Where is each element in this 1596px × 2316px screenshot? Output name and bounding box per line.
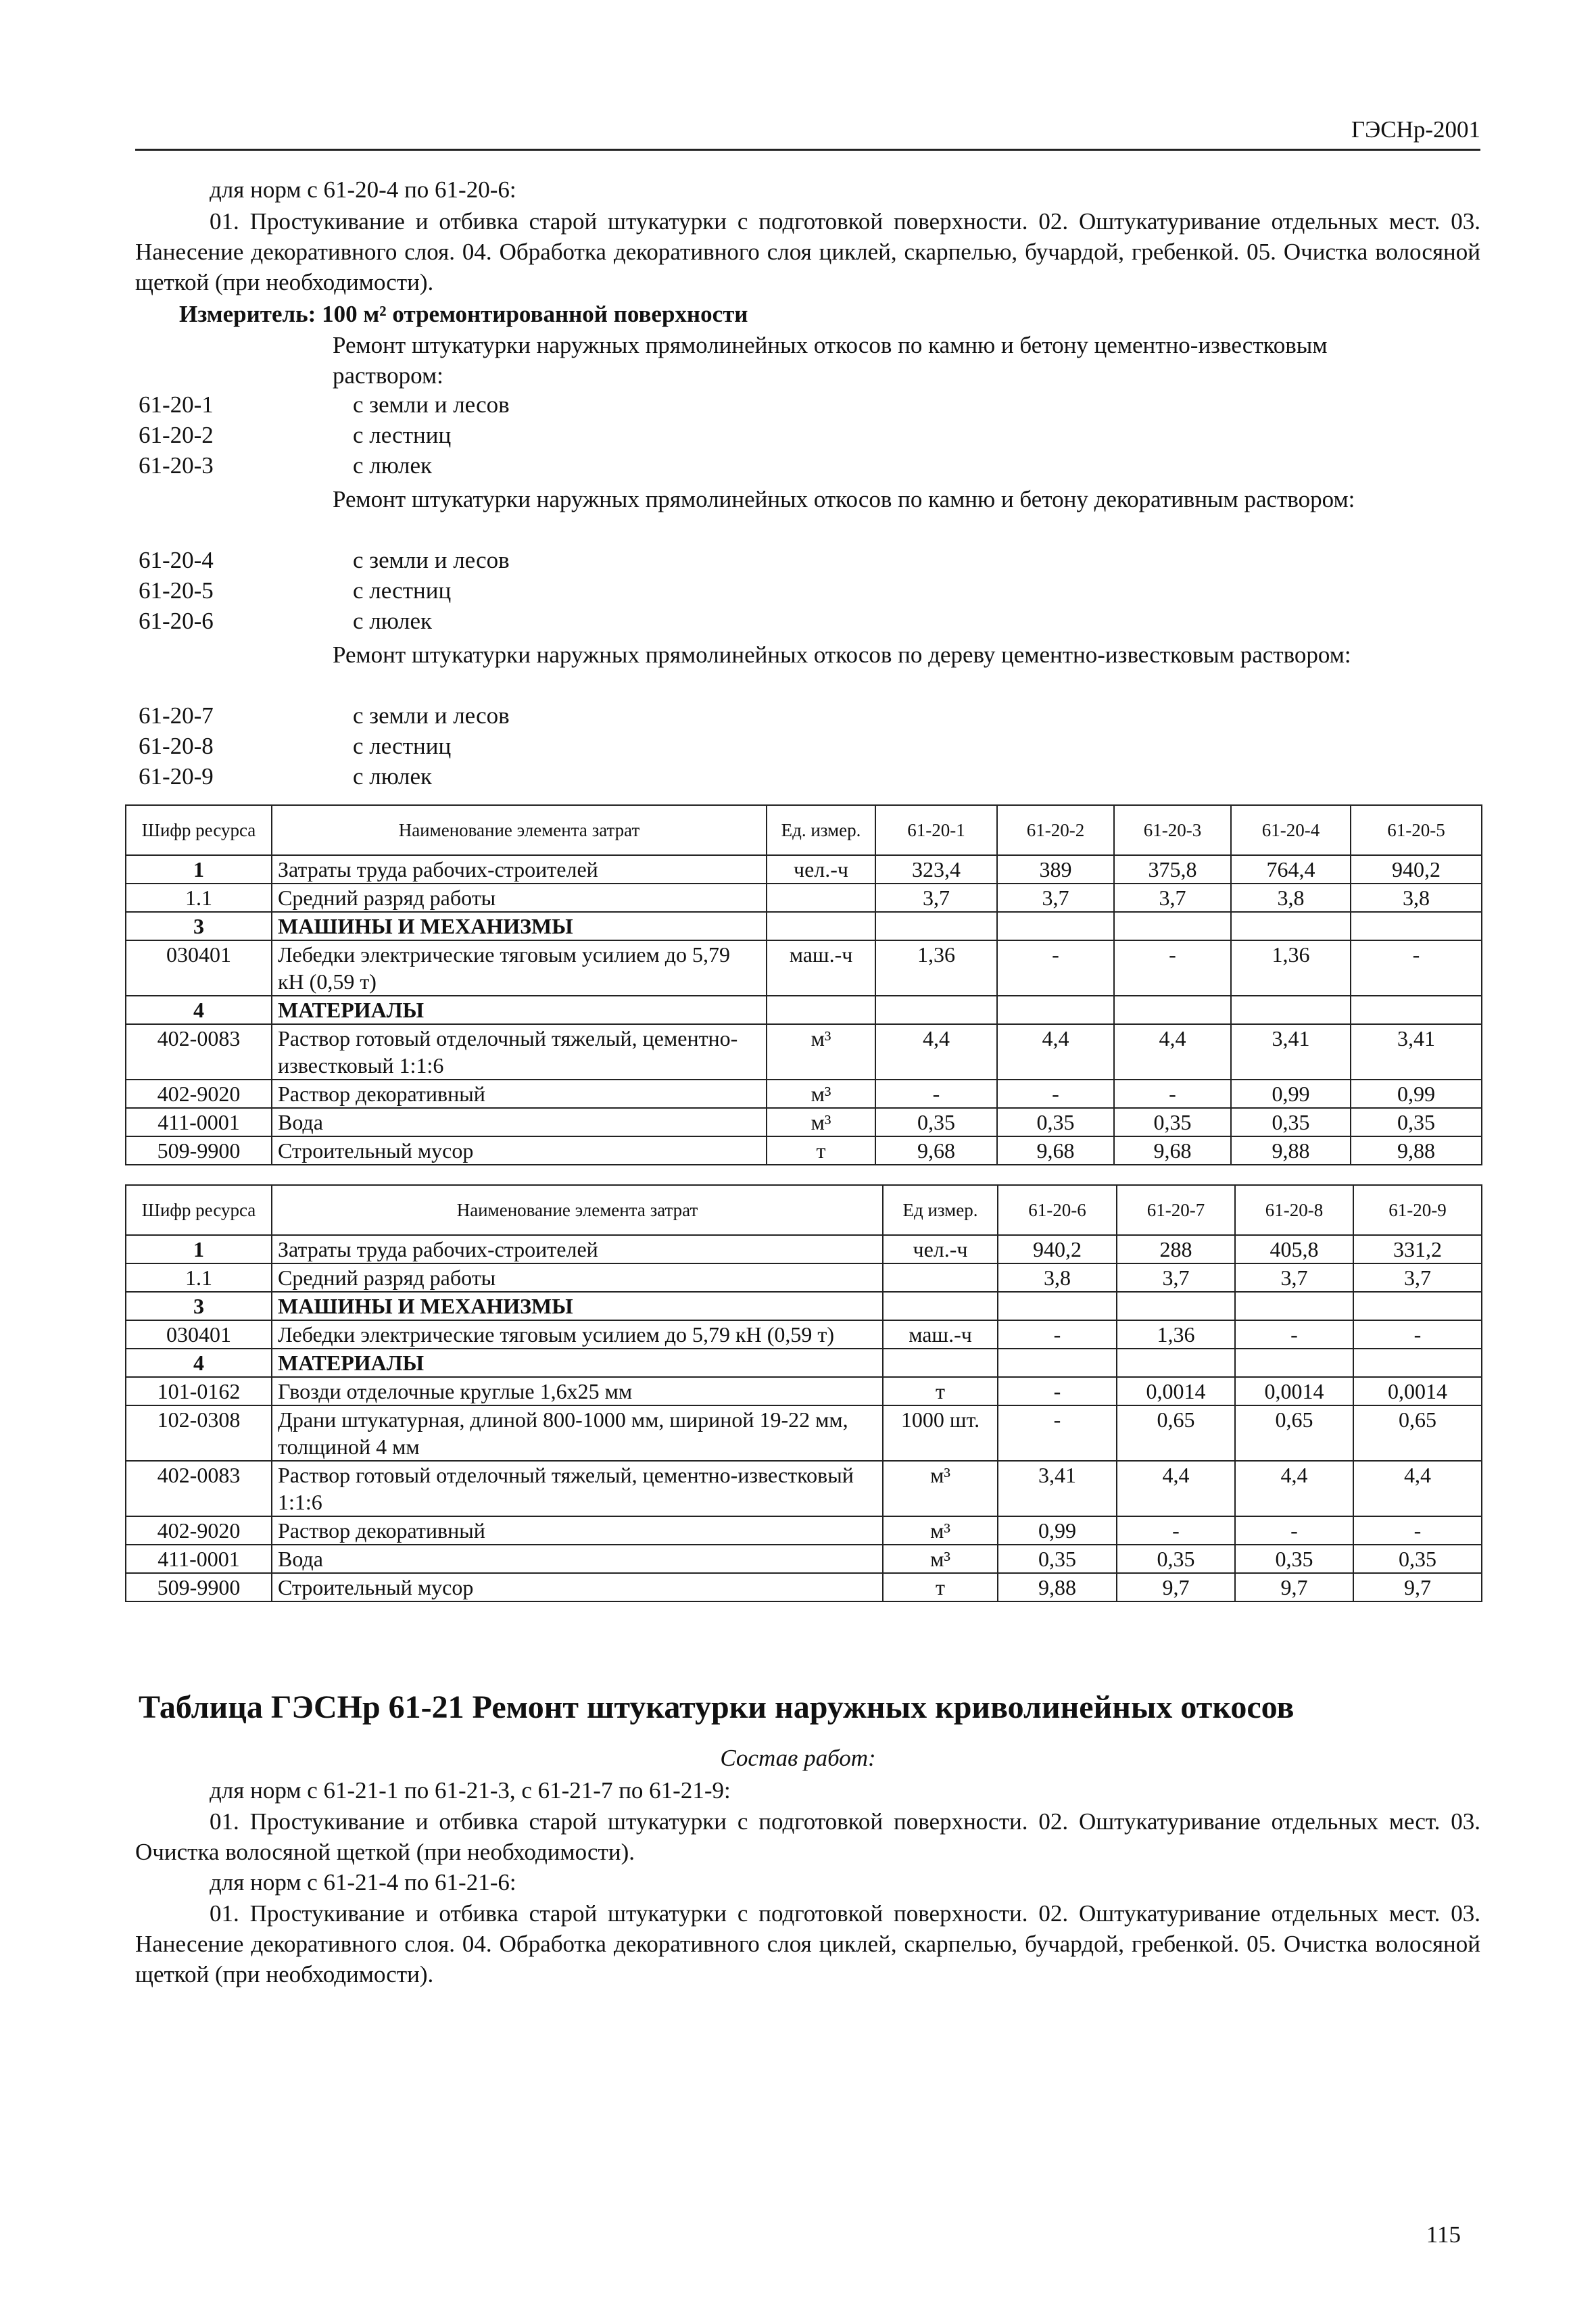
- cell: 3,41: [1231, 1024, 1351, 1080]
- table-row: [126, 996, 1482, 1024]
- column-header: Ед измер.: [883, 1185, 998, 1235]
- norms-range-text: для норм с 61-21-4 по 61-21-6:: [210, 1869, 516, 1896]
- norm-code: 61-20-4: [139, 547, 214, 573]
- cell: [883, 1292, 998, 1320]
- cell: [767, 884, 875, 912]
- cell: 102-0308: [126, 1405, 272, 1461]
- table-row: [126, 1024, 1482, 1080]
- cell: МАШИНЫ И МЕХАНИЗМЫ: [272, 912, 767, 940]
- cell: -: [1114, 940, 1231, 996]
- cell: 509-9900: [126, 1136, 272, 1165]
- cell: Раствор готовый отделочный тяжелый, цементно-известковый 1:1:6: [272, 1024, 767, 1080]
- cell: 0,99: [1231, 1080, 1351, 1108]
- column-header: 61-20-1: [875, 805, 997, 855]
- cell: Средний разряд работы: [272, 884, 767, 912]
- cell: [883, 1349, 998, 1377]
- table-header-row: [126, 1185, 1482, 1235]
- cell: 9,7: [1235, 1573, 1353, 1601]
- cell: [998, 1349, 1117, 1377]
- cell: 0,35: [1231, 1108, 1351, 1136]
- cell: [1117, 1292, 1235, 1320]
- column-header: Шифр ресурса: [126, 805, 272, 855]
- table-row: [126, 912, 1482, 940]
- norm-item: с земли и лесов: [353, 391, 510, 418]
- cell: 4,4: [997, 1024, 1114, 1080]
- table-row: [126, 884, 1482, 912]
- cell: Строительный мусор: [272, 1136, 767, 1165]
- cell: 3: [126, 1292, 272, 1320]
- cell: 0,0014: [1235, 1377, 1353, 1405]
- table-row: [126, 1545, 1482, 1573]
- cell: 0,99: [998, 1516, 1117, 1545]
- column-header: Наименование элемента затрат: [272, 1185, 883, 1235]
- cell: маш.-ч: [767, 940, 875, 996]
- cell: [883, 1263, 998, 1292]
- column-header: Шифр ресурса: [126, 1185, 272, 1235]
- table-row: [126, 1136, 1482, 1165]
- cell: Раствор декоративный: [272, 1080, 767, 1108]
- norm-code: 61-20-3: [139, 452, 214, 479]
- cell: 0,35: [1353, 1545, 1482, 1573]
- cell: 3,8: [1231, 884, 1351, 912]
- cell: 940,2: [1351, 855, 1482, 884]
- cell: т: [767, 1136, 875, 1165]
- cell: Гвозди отделочные круглые 1,6х25 мм: [272, 1377, 883, 1405]
- table-row: [126, 1080, 1482, 1108]
- cell: 0,35: [875, 1108, 997, 1136]
- cell: 323,4: [875, 855, 997, 884]
- cell: 3,8: [998, 1263, 1117, 1292]
- table-row: [126, 1320, 1482, 1349]
- cell: 0,65: [1235, 1405, 1353, 1461]
- cell: 0,65: [1353, 1405, 1482, 1461]
- column-header: 61-20-8: [1235, 1185, 1353, 1235]
- cell: -: [1235, 1516, 1353, 1545]
- cell: [1353, 1349, 1482, 1377]
- column-header: 61-20-9: [1353, 1185, 1482, 1235]
- column-header: 61-20-3: [1114, 805, 1231, 855]
- table-row: [126, 1292, 1482, 1320]
- running-header: [135, 115, 1480, 151]
- cell: м³: [767, 1108, 875, 1136]
- cell: м³: [883, 1516, 998, 1545]
- cell: 9,68: [875, 1136, 997, 1165]
- column-header: 61-20-4: [1231, 805, 1351, 855]
- norm-item: с люлек: [353, 452, 433, 479]
- cell: маш.-ч: [883, 1320, 998, 1349]
- page-number: 115: [1426, 2221, 1461, 2248]
- cell: Раствор готовый отделочный тяжелый, цементно-известковый 1:1:6: [272, 1461, 883, 1516]
- cell: 4: [126, 1349, 272, 1377]
- cell: [767, 996, 875, 1024]
- operations-paragraph: 01. Простукивание и отбивка старой штукатурки с подготовкой поверхности. 02. Оштукатуривание отдельных мест. 03. Нанесение декоративного слоя. 04. Обработка декоративного слоя циклей, скарпелью, бучардой, гребенкой. 05. Очистка волосяной щеткой (при необходимости).: [135, 208, 1480, 295]
- table-row: [126, 940, 1482, 996]
- cell: 288: [1117, 1235, 1235, 1263]
- cell: 030401: [126, 940, 272, 996]
- cell: 411-0001: [126, 1545, 272, 1573]
- cell: МАШИНЫ И МЕХАНИЗМЫ: [272, 1292, 883, 1320]
- cell: Лебедки электрические тяговым усилием до 5,79 кН (0,59 т): [272, 1320, 883, 1349]
- cell: -: [1353, 1320, 1482, 1349]
- cell: Затраты труда рабочих-строителей: [272, 1235, 883, 1263]
- cell: -: [1117, 1516, 1235, 1545]
- cell: [767, 912, 875, 940]
- norm-item: с земли и лесов: [353, 547, 510, 573]
- cell: МАТЕРИАЛЫ: [272, 996, 767, 1024]
- cell: 389: [997, 855, 1114, 884]
- cell: т: [883, 1573, 998, 1601]
- cell: чел.-ч: [883, 1235, 998, 1263]
- table-row: [126, 1377, 1482, 1405]
- table-row: [126, 1461, 1482, 1516]
- cell: 3,7: [997, 884, 1114, 912]
- cell: Затраты труда рабочих-строителей: [272, 855, 767, 884]
- cell: 0,35: [998, 1545, 1117, 1573]
- norm-code: 61-20-6: [139, 608, 214, 634]
- cell: 4,4: [1117, 1461, 1235, 1516]
- norm-item: с лестниц: [353, 733, 452, 759]
- operations-paragraph: 01. Простукивание и отбивка старой штукатурки с подготовкой поверхности. 02. Оштукатуривание отдельных мест. 03. Нанесение декоративного слоя. 04. Обработка декоративного слоя циклей, скарпелью, бучардой, гребенкой. 05. Очистка волосяной щеткой (при необходимости).: [135, 1900, 1480, 1987]
- cell: 402-0083: [126, 1461, 272, 1516]
- cell: 3,8: [1351, 884, 1482, 912]
- cell: 4,4: [1235, 1461, 1353, 1516]
- cell: 0,35: [1351, 1108, 1482, 1136]
- measure-line: Измеритель: 100 м² отремонтированной поверхности: [179, 301, 748, 327]
- table-row: [126, 1573, 1482, 1601]
- cell: 1: [126, 1235, 272, 1263]
- cell: [875, 996, 997, 1024]
- column-header: Наименование элемента затрат: [272, 805, 767, 855]
- cell: [1117, 1349, 1235, 1377]
- column-header: Ед. измер.: [767, 805, 875, 855]
- cell: 375,8: [1114, 855, 1231, 884]
- cell: 1: [126, 855, 272, 884]
- cell: -: [1235, 1320, 1353, 1349]
- cell: [998, 1292, 1117, 1320]
- cell: 101-0162: [126, 1377, 272, 1405]
- cell: 1,36: [1231, 940, 1351, 996]
- cell: 030401: [126, 1320, 272, 1349]
- resource-table-2: [125, 1184, 1482, 1602]
- cell: 764,4: [1231, 855, 1351, 884]
- cell: м³: [883, 1545, 998, 1573]
- cell: -: [1351, 940, 1482, 996]
- cell: 0,35: [1235, 1545, 1353, 1573]
- cell: 4,4: [1114, 1024, 1231, 1080]
- norm-code: 61-20-5: [139, 577, 214, 604]
- cell: Средний разряд работы: [272, 1263, 883, 1292]
- table-row: [126, 1405, 1482, 1461]
- norm-item: с лестниц: [353, 577, 452, 604]
- cell: 0,65: [1117, 1405, 1235, 1461]
- cell: [1114, 912, 1231, 940]
- cell: 1,36: [1117, 1320, 1235, 1349]
- cell: 3,41: [1351, 1024, 1482, 1080]
- cell: 9,88: [1231, 1136, 1351, 1165]
- cell: 1,36: [875, 940, 997, 996]
- cell: -: [998, 1377, 1117, 1405]
- cell: 4: [126, 996, 272, 1024]
- norm-code: 61-20-8: [139, 733, 214, 759]
- cell: 3,7: [1114, 884, 1231, 912]
- cell: [1351, 996, 1482, 1024]
- cell: 1.1: [126, 884, 272, 912]
- table-row: [126, 1516, 1482, 1545]
- cell: 1000 шт.: [883, 1405, 998, 1461]
- cell: 411-0001: [126, 1108, 272, 1136]
- norm-item: с лестниц: [353, 422, 452, 448]
- resource-table-1: [125, 804, 1482, 1165]
- cell: [1235, 1349, 1353, 1377]
- cell: 3,7: [1353, 1263, 1482, 1292]
- cell: 331,2: [1353, 1235, 1482, 1263]
- cell: 4,4: [1353, 1461, 1482, 1516]
- table-row: [126, 1108, 1482, 1136]
- cell: чел.-ч: [767, 855, 875, 884]
- cell: -: [997, 1080, 1114, 1108]
- composition-heading: Состав работ:: [720, 1745, 876, 1771]
- cell: Вода: [272, 1545, 883, 1573]
- table-row: [126, 1263, 1482, 1292]
- cell: 0,35: [1117, 1545, 1235, 1573]
- group-2-description: Ремонт штукатурки наружных прямолинейных откосов по камню и бетону декоративным раствором:: [333, 486, 1355, 512]
- cell: 509-9900: [126, 1573, 272, 1601]
- cell: Лебедки электрические тяговым усилием до 5,79 кН (0,59 т): [272, 940, 767, 996]
- group-1-description: Ремонт штукатурки наружных прямолинейных откосов по камню и бетону цементно-известковым раствором:: [333, 332, 1328, 389]
- cell: 0,35: [997, 1108, 1114, 1136]
- cell: [1351, 912, 1482, 940]
- column-header: 61-20-6: [998, 1185, 1117, 1235]
- cell: -: [997, 940, 1114, 996]
- cell: Раствор декоративный: [272, 1516, 883, 1545]
- cell: МАТЕРИАЛЫ: [272, 1349, 883, 1377]
- cell: [997, 996, 1114, 1024]
- norms-range-text: для норм с 61-21-1 по 61-21-3, с 61-21-7 по 61-21-9:: [210, 1777, 731, 1804]
- cell: 9,7: [1117, 1573, 1235, 1601]
- cell: м³: [767, 1024, 875, 1080]
- cell: 4,4: [875, 1024, 997, 1080]
- cell: 3: [126, 912, 272, 940]
- cell: 9,88: [1351, 1136, 1482, 1165]
- norms-range-text: для норм с 61-20-4 по 61-20-6:: [210, 176, 516, 203]
- cell: -: [998, 1405, 1117, 1461]
- cell: Драни штукатурная, длиной 800-1000 мм, шириной 19-22 мм, толщиной 4 мм: [272, 1405, 883, 1461]
- cell: [997, 912, 1114, 940]
- cell: 9,7: [1353, 1573, 1482, 1601]
- cell: [1353, 1292, 1482, 1320]
- cell: -: [998, 1320, 1117, 1349]
- cell: 9,68: [1114, 1136, 1231, 1165]
- norm-code: 61-20-1: [139, 391, 214, 418]
- table-row: [126, 1235, 1482, 1263]
- table-row: [126, 855, 1482, 884]
- cell: м³: [883, 1461, 998, 1516]
- cell: т: [883, 1377, 998, 1405]
- norm-code: 61-20-2: [139, 422, 214, 448]
- cell: Вода: [272, 1108, 767, 1136]
- cell: 0,35: [1114, 1108, 1231, 1136]
- cell: 402-9020: [126, 1516, 272, 1545]
- cell: [1114, 996, 1231, 1024]
- cell: -: [875, 1080, 997, 1108]
- cell: 0,99: [1351, 1080, 1482, 1108]
- cell: м³: [767, 1080, 875, 1108]
- cell: [1231, 912, 1351, 940]
- column-header: 61-20-2: [997, 805, 1114, 855]
- cell: 9,88: [998, 1573, 1117, 1601]
- column-header: 61-20-7: [1117, 1185, 1235, 1235]
- group-3-description: Ремонт штукатурки наружных прямолинейных откосов по дереву цементно-известковым раствором:: [333, 642, 1351, 668]
- cell: 3,7: [875, 884, 997, 912]
- column-header: 61-20-5: [1351, 805, 1482, 855]
- cell: Строительный мусор: [272, 1573, 883, 1601]
- cell: 3,41: [998, 1461, 1117, 1516]
- cell: 3,7: [1235, 1263, 1353, 1292]
- norm-item: с люлек: [353, 608, 433, 634]
- document-code: ГЭСНр-2001: [1351, 116, 1480, 143]
- norm-code: 61-20-9: [139, 763, 214, 790]
- cell: 3,7: [1117, 1263, 1235, 1292]
- cell: [1235, 1292, 1353, 1320]
- cell: 0,0014: [1117, 1377, 1235, 1405]
- cell: 402-0083: [126, 1024, 272, 1080]
- norm-item: с земли и лесов: [353, 702, 510, 729]
- cell: 0,0014: [1353, 1377, 1482, 1405]
- operations-paragraph: 01. Простукивание и отбивка старой штукатурки с подготовкой поверхности. 02. Оштукатуривание отдельных мест. 03. Очистка волосяной щеткой (при необходимости).: [135, 1808, 1480, 1865]
- cell: 1.1: [126, 1263, 272, 1292]
- cell: -: [1114, 1080, 1231, 1108]
- cell: 940,2: [998, 1235, 1117, 1263]
- norm-item: с люлек: [353, 763, 433, 790]
- table-row: [126, 1349, 1482, 1377]
- cell: 402-9020: [126, 1080, 272, 1108]
- cell: 405,8: [1235, 1235, 1353, 1263]
- cell: -: [1353, 1516, 1482, 1545]
- cell: [875, 912, 997, 940]
- cell: 9,68: [997, 1136, 1114, 1165]
- table-header-row: [126, 805, 1482, 855]
- cell: [1231, 996, 1351, 1024]
- table-61-21-title: Таблица ГЭСНр 61-21 Ремонт штукатурки наружных криволинейных откосов: [139, 1689, 1295, 1725]
- norm-code: 61-20-7: [139, 702, 214, 729]
